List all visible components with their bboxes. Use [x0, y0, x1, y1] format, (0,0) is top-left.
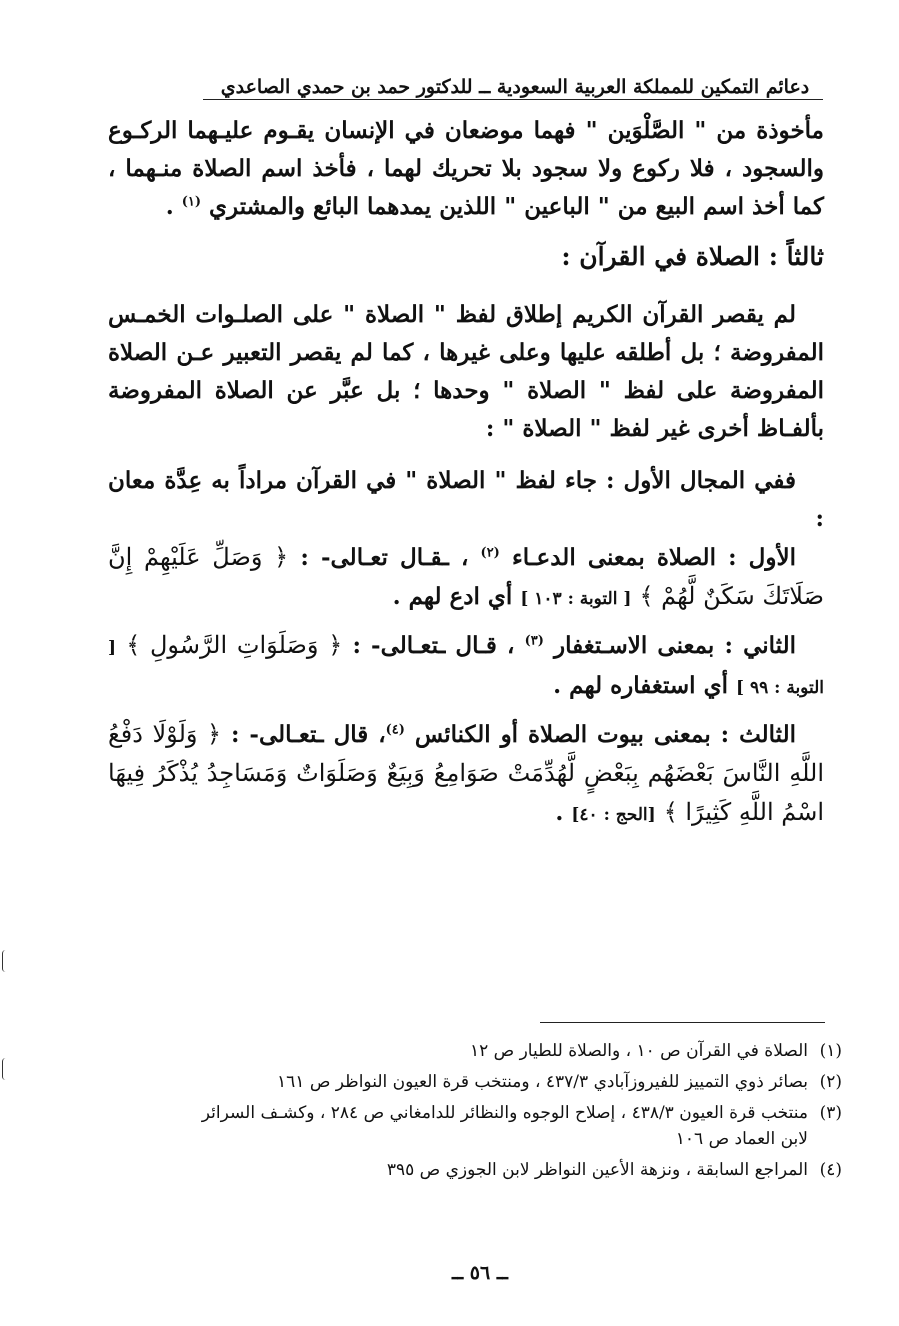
paragraph-first-domain: ففي المجال الأول : جاء لفظ " الصلاة " في القرآن مراداً به عِدَّة معان : [108, 467, 824, 532]
citation-tawbah-103: [ التوبة : ١٠٣ ] [520, 589, 632, 609]
citation-tawbah-99: [ التوبة : ٩٩ ] [108, 638, 824, 698]
footnote-number: (٤) [819, 1160, 842, 1180]
footnote-ref-1[interactable]: (١) [181, 194, 202, 210]
footnote-4 [170, 1157, 842, 1183]
footnote-text: بصائر ذوي التمييز للفيروزآبادي ٤٣٧/٣ ، ومنتخب قرة العيون النواظر ص ١٦١ [277, 1072, 808, 1092]
footnote-ref-3[interactable]: (٣) [524, 633, 544, 649]
meaning-first-mid: ، ـقـال تعـالى- : [288, 544, 481, 571]
footnote-separator [540, 1022, 825, 1023]
running-header: دعائم التمكين للمملكة العربية السعودية ــ للدكتور حمد بن حمدي الصاعدي [220, 76, 810, 98]
footnote-ref-2[interactable]: (٢) [480, 545, 500, 561]
footnote-2 [170, 1069, 842, 1095]
meaning-first-tail: أي ادع لهم . [392, 583, 521, 610]
footnote-number: (٢) [819, 1072, 842, 1092]
footnotes [170, 1038, 842, 1188]
footnote-1 [170, 1038, 842, 1064]
paragraph-etymology-text: مأخوذة من " الصَّلْوَين " فهما موضعان في الإنسان يقـوم عليـهما الركـوع والسجود ، فلا ركوع ولا سجود بلا تحريك لهما ، فأخذ اسم الصلاة منـهما ، كما أخذ اسم البيع من " الباعين " اللذين يمدهما البائع والمشتري [108, 117, 824, 220]
footnote-text: المراجع السابقة ، ونزهة الأعين النواظر لابن الجوزي ص ٣٩٥ [386, 1160, 808, 1180]
footnote-ref-4[interactable]: (٤) [385, 722, 405, 738]
footnote-number: (٣) [819, 1103, 842, 1123]
meaning-third [108, 715, 824, 834]
paragraph-quran-usage: لم يقصر القرآن الكريم إطلاق لفظ " الصلاة " على الصلـوات الخمـس المفروضة ؛ بل أطلقه عليها وعلى غيرها ، كما لم يقصر التعبير عـن الصلاة المفروضة على لفظ " الصلاة " وحدها ؛ بل عبَّر عن الصلاة المفروضة بألفـاظ أخرى غير لفظ " الصلاة " : [108, 301, 824, 442]
meaning-second [108, 626, 824, 707]
footnote-number: (١) [819, 1041, 842, 1061]
footnote-text: الصلاة في القرآن ص ١٠ ، والصلاة للطيار ص ١٢ [469, 1041, 808, 1061]
meaning-third-tail: . [555, 799, 572, 826]
scan-edge-mark [2, 950, 9, 972]
meaning-first [108, 538, 824, 618]
paragraph-etymology-end: . [165, 193, 182, 220]
footnote-3 [170, 1100, 842, 1152]
citation-hajj-40: [الحج : ٤٠] [571, 805, 656, 825]
verse-tawbah-103: ﴿ وَصَلِّ عَلَيْهِمْ إِنَّ صَلَاتَكَ سَكَنٌ لَّهُمْ ﴾ [108, 543, 824, 610]
meaning-third-lead: الثالث : بمعنى بيوت الصلاة أو الكنائس [414, 721, 797, 748]
verse-tawbah-99: ﴿ وَصَلَوَاتِ الرَّسُولِ ﴾ [126, 631, 343, 659]
meaning-second-tail: أي استغفاره لهم . [553, 672, 736, 699]
meaning-second-mid: ، قـال ـتعـالى- : [342, 632, 525, 659]
paragraph-etymology [108, 112, 824, 226]
page-number: ــ ٥٦ ــ [452, 1262, 508, 1284]
meaning-second-lead: الثاني : بمعنى الاسـتغفار [554, 632, 796, 659]
scan-edge-mark [2, 1058, 9, 1080]
header-rule [203, 99, 823, 100]
verse-hajj-40: ﴿ وَلَوْلَا دَفْعُ اللَّهِ النَّاسَ بَعْضَهُم بِبَعْضٍ لَّهُدِّمَتْ صَوَامِعُ وَبِيَعٌ وَصَلَوَاتٌ وَمَسَاجِدُ يُذْكَرُ فِيهَا اسْمُ اللَّهِ كَثِيرًا ﴾ [108, 720, 824, 826]
main-body [108, 112, 824, 834]
footnote-text: منتخب قرة العيون ٤٣٨/٣ ، إصلاح الوجوه والنظائر للدامغاني ص ٢٨٤ ، وكشـف السرائر لابن العماد ص ١٠٦ [201, 1103, 808, 1149]
meaning-first-lead: الأول : الصلاة بمعنى الدعـاء [511, 544, 796, 571]
section-title: ثالثاً : الصلاة في القرآن : [561, 242, 824, 271]
meaning-third-mid: ، قال ـتعـالى- : [221, 721, 386, 748]
